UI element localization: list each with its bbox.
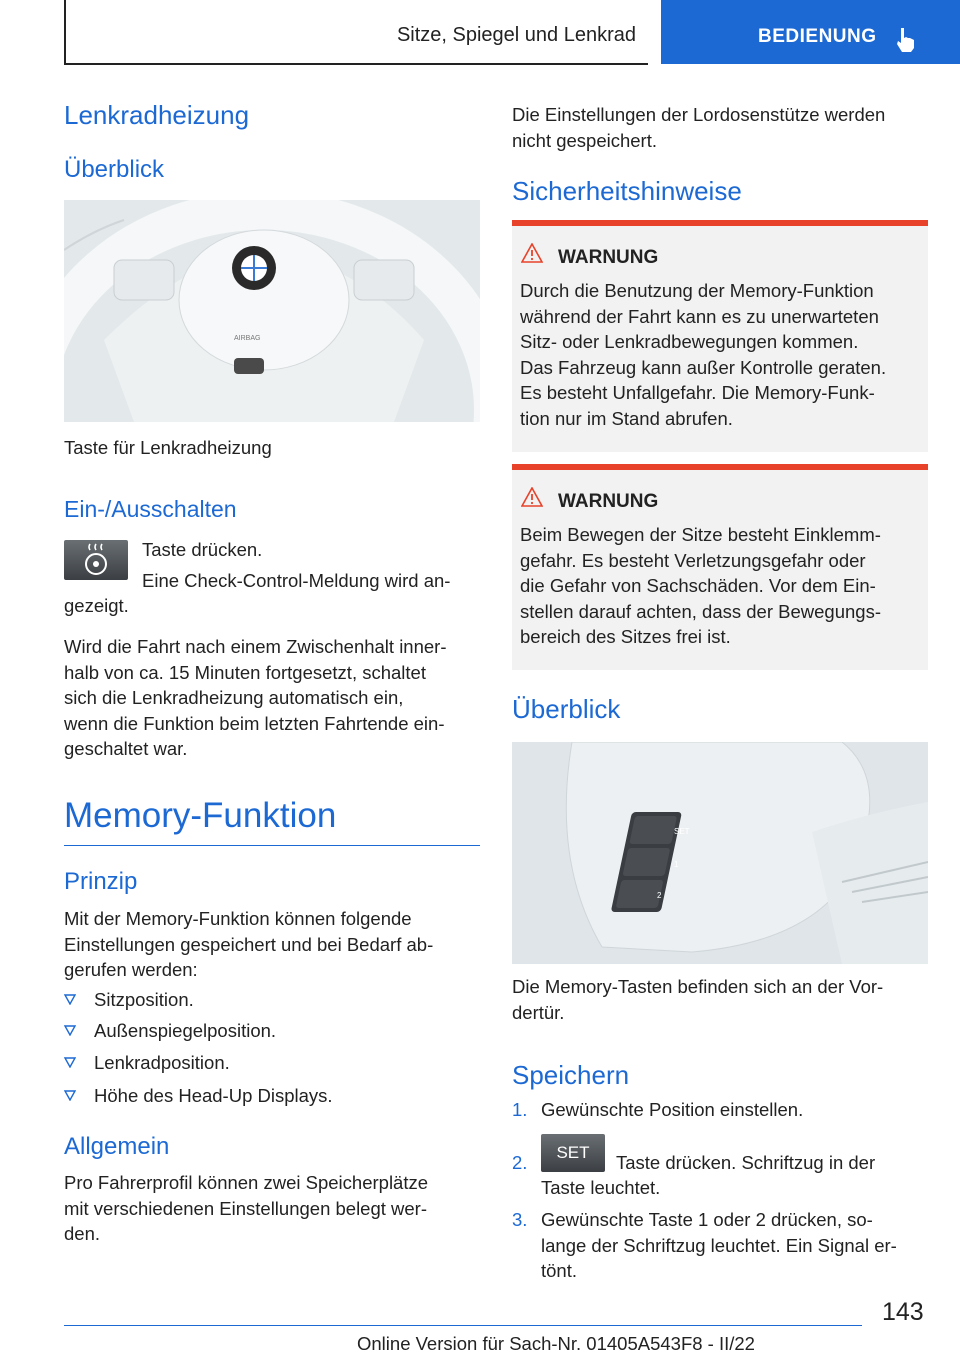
warning-box-1 bbox=[512, 220, 928, 452]
image1-caption: Taste für Lenkradheizung bbox=[64, 437, 272, 458]
door-panel-illustration bbox=[512, 742, 928, 964]
step-text: Taste leuchtet. bbox=[541, 1177, 661, 1198]
door-memory-image bbox=[512, 742, 928, 964]
hand-pointer-icon bbox=[895, 26, 917, 52]
warning-bar bbox=[512, 220, 928, 226]
warning-line: während der Fahrt kann es zu unerwarteten bbox=[520, 305, 879, 327]
key-instruction-2b: gezeigt. bbox=[64, 595, 129, 616]
step-line: Gewünschte Taste 1 oder 2 drücken, so- bbox=[541, 1209, 873, 1230]
para1-line: halb von ca. 15 Minuten fortgesetzt, schaltet bbox=[64, 661, 426, 683]
allgemein-line: mit verschiedenen Einstellungen belegt wer- bbox=[64, 1197, 428, 1219]
steering-wheel-illustration bbox=[64, 200, 480, 422]
footer-rule bbox=[64, 1325, 862, 1326]
caption-line: Die Memory-Tasten befinden sich an der Vor- bbox=[512, 976, 884, 997]
warning-line: bereich des Sitzes frei ist. bbox=[520, 626, 731, 647]
intro-line: nicht gespeichert. bbox=[512, 129, 658, 151]
paragraph-auto-on bbox=[64, 634, 480, 762]
bullet-triangle-icon bbox=[64, 993, 76, 1005]
footer-text: Online Version für Sach-Nr. 01405A543F8 - II/22 bbox=[357, 1333, 755, 1354]
steering-wheel-image bbox=[64, 200, 480, 422]
bullet-triangle-icon bbox=[64, 1024, 76, 1036]
key-instruction-1: Taste drücken. bbox=[142, 539, 263, 560]
warning-line: gefahr. Es besteht Verletzungsgefahr oder bbox=[520, 549, 866, 571]
warning-triangle-icon bbox=[521, 487, 543, 507]
header-left-rule bbox=[64, 0, 66, 64]
step-number: 2. bbox=[512, 1152, 528, 1173]
memory-rule bbox=[64, 845, 480, 846]
para1-line: Wird die Fahrt nach einem Zwischenhalt inner- bbox=[64, 636, 447, 657]
bullet-text: Lenkradposition. bbox=[94, 1052, 230, 1073]
prinzip-line: gerufen werden: bbox=[64, 959, 198, 980]
step-line: lange der Schriftzug leuchtet. Ein Signal er- bbox=[541, 1234, 897, 1256]
prinzip-line: Einstellungen gespeichert und bei Bedarf ab- bbox=[64, 933, 434, 955]
memory-2-label: 2 bbox=[657, 891, 662, 900]
page-number: 143 bbox=[882, 1298, 924, 1326]
steering-wheel-heating-icon bbox=[64, 540, 128, 580]
heading-ueberblick-right: Überblick bbox=[512, 694, 621, 724]
warning-line: Es besteht Unfallgefahr. Die Memory-Funk- bbox=[520, 382, 875, 403]
para1-line: geschaltet war. bbox=[64, 738, 188, 759]
bullet-triangle-icon bbox=[64, 1089, 76, 1101]
warning-text bbox=[520, 522, 920, 650]
bullet-text: Höhe des Head-Up Displays. bbox=[94, 1085, 333, 1106]
step-number: 1. bbox=[512, 1099, 528, 1120]
set-key bbox=[541, 1134, 605, 1172]
heading-memory-funktion: Memory-Funktion bbox=[64, 796, 337, 835]
key-instruction-2a: Eine Check-Control-Meldung wird an- bbox=[142, 570, 451, 591]
step-line: tönt. bbox=[541, 1260, 577, 1281]
heading-allgemein: Allgemein bbox=[64, 1133, 170, 1160]
warning-line: stellen darauf achten, dass der Bewegungs- bbox=[520, 600, 881, 622]
allgemein-text bbox=[64, 1170, 480, 1247]
bullet-text: Sitzposition. bbox=[94, 989, 194, 1010]
para1-line: sich die Lenkradheizung automatisch ein, bbox=[64, 687, 404, 708]
allgemein-line: Pro Fahrerprofil können zwei Speicherplätze bbox=[64, 1172, 429, 1193]
warning-line: die Gefahr von Sachschäden. Vor dem Ein- bbox=[520, 575, 876, 596]
steering-heat-key bbox=[64, 540, 128, 580]
step-text: Taste drücken. Schriftzug in der bbox=[616, 1152, 876, 1173]
para1-line: wenn die Funktion beim letzten Fahrtende ein- bbox=[64, 712, 445, 734]
header-bottom-rule bbox=[64, 63, 648, 65]
prinzip-text bbox=[64, 906, 480, 983]
warning-line: Beim Bewegen der Sitze besteht Einklemm- bbox=[520, 524, 881, 545]
caption-line: dertür. bbox=[512, 1001, 565, 1023]
step-text bbox=[541, 1207, 931, 1284]
set-button-label: SET bbox=[674, 827, 690, 836]
memory-1-label: 1 bbox=[674, 860, 679, 869]
header-section-title: Sitze, Spiegel und Lenkrad bbox=[396, 24, 636, 46]
intro-line: Die Einstellungen der Lordosenstütze werden bbox=[512, 104, 886, 125]
set-key-label: SET bbox=[556, 1143, 590, 1162]
airbag-label: AIRBAG bbox=[234, 335, 261, 342]
bullet-text: Außenspiegelposition. bbox=[94, 1020, 277, 1041]
step-text: Gewünschte Position einstellen. bbox=[541, 1099, 804, 1120]
warning-triangle-icon bbox=[521, 243, 543, 263]
heading-ueberblick-left: Überblick bbox=[64, 156, 165, 183]
allgemein-line: den. bbox=[64, 1223, 101, 1244]
warning-line: Durch die Benutzung der Memory-Funktion bbox=[520, 280, 874, 301]
step-number: 3. bbox=[512, 1209, 528, 1230]
lordose-intro bbox=[512, 102, 928, 153]
warning-line: tion nur im Stand abrufen. bbox=[520, 407, 733, 429]
heading-speichern: Speichern bbox=[512, 1060, 630, 1090]
warning-bar bbox=[512, 464, 928, 470]
warning-title: WARNUNG bbox=[558, 247, 659, 268]
header-tab-label: BEDIENUNG bbox=[758, 26, 877, 47]
warning-text bbox=[520, 278, 920, 431]
heading-ein-ausschalten: Ein-/Ausschalten bbox=[64, 496, 237, 522]
heading-lenkradheizung: Lenkradheizung bbox=[64, 100, 250, 130]
warning-title: WARNUNG bbox=[558, 491, 659, 512]
prinzip-line: Mit der Memory-Funktion können folgende bbox=[64, 908, 412, 929]
heading-sicherheitshinweise: Sicherheitshinweise bbox=[512, 176, 742, 206]
warning-box-2 bbox=[512, 464, 928, 670]
warning-line: Sitz- oder Lenkradbewegungen kommen. bbox=[520, 331, 859, 352]
image2-caption bbox=[512, 974, 928, 1025]
header-tab[interactable] bbox=[661, 0, 960, 64]
heading-prinzip: Prinzip bbox=[64, 868, 138, 895]
warning-line: Das Fahrzeug kann außer Kontrolle geraten. bbox=[520, 356, 887, 378]
bullet-triangle-icon bbox=[64, 1056, 76, 1068]
